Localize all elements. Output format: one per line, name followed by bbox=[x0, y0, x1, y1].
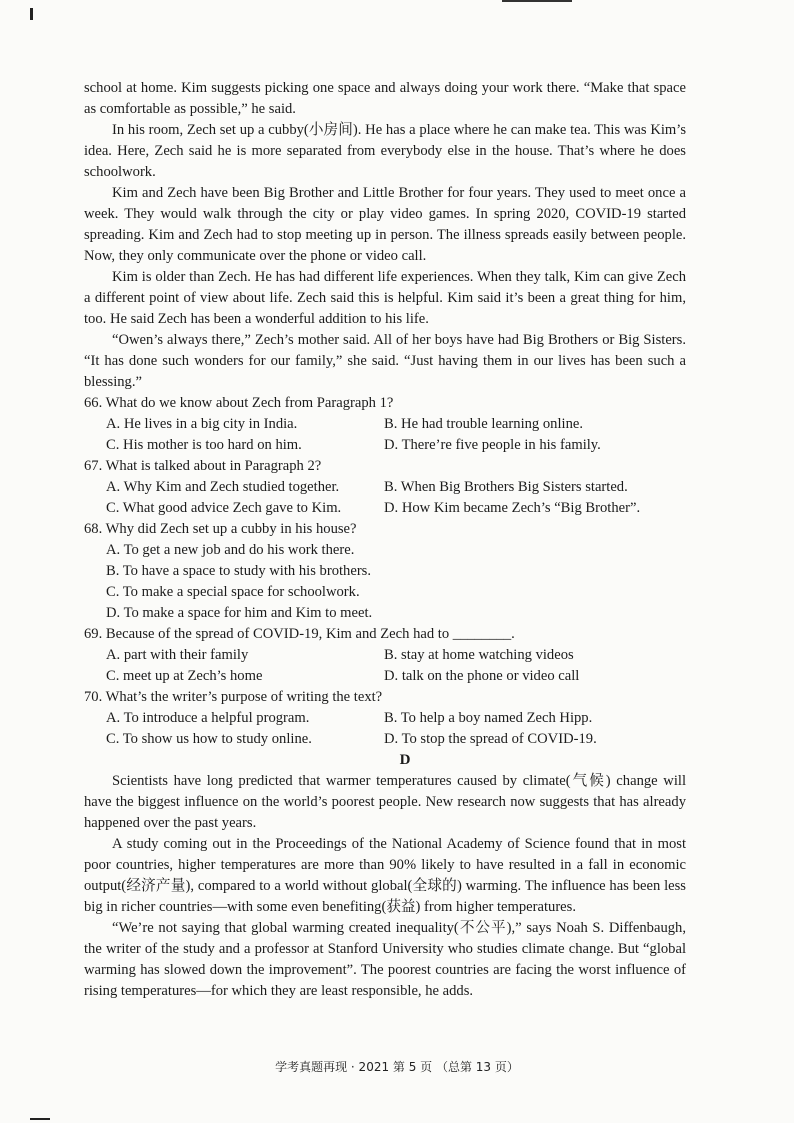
option-d: D. To make a space for him and Kim to meet. bbox=[106, 605, 373, 621]
option-a: A. To introduce a helpful program. bbox=[106, 710, 310, 726]
options bbox=[84, 645, 686, 687]
scan-mark bbox=[30, 8, 33, 20]
option-b: B. To have a space to study with his brothers. bbox=[106, 563, 372, 579]
exam-page bbox=[84, 78, 686, 1002]
option-b: B. stay at home watching videos bbox=[384, 647, 574, 663]
option-b: B. He had trouble learning online. bbox=[384, 416, 583, 432]
paragraph: Kim and Zech have been Big Brother and Little Brother for four years. They used to meet once a week. They would walk through the city or play video games. In spring 2020, COVID-19 started spreading. Kim and Zech had to stop meeting up in person. The illness spreads easily between people. Now, they only communicate over the phone or video call. bbox=[84, 185, 686, 264]
options bbox=[84, 540, 686, 624]
question-66 bbox=[84, 393, 686, 456]
question-stem: 66. What do we know about Zech from Paragraph 1? bbox=[84, 395, 394, 411]
question-stem: 69. Because of the spread of COVID-19, Kim and Zech had to ________. bbox=[84, 626, 515, 642]
question-69 bbox=[84, 624, 686, 687]
option-b: B. When Big Brothers Big Sisters started. bbox=[384, 479, 628, 495]
paragraph: “We’re not saying that global warming created inequality(不公平),” says Noah S. Diffenbaugh, the writer of the study and a professor at Stanford University who studies climate change. But “global warming has slowed down the improvement”. The poorest countries are facing the worst influence of rising temperatures—for which they are least responsible, he adds. bbox=[84, 920, 686, 999]
option-d: D. To stop the spread of COVID-19. bbox=[384, 731, 597, 747]
options bbox=[84, 708, 686, 750]
question-stem: 68. Why did Zech set up a cubby in his house? bbox=[84, 521, 357, 537]
option-a: A. part with their family bbox=[106, 647, 249, 663]
scan-mark bbox=[30, 1118, 50, 1120]
passage-c-continued bbox=[84, 78, 686, 393]
option-c: C. What good advice Zech gave to Kim. bbox=[106, 500, 342, 516]
option-c: C. His mother is too hard on him. bbox=[106, 437, 302, 453]
paragraph: A study coming out in the Proceedings of the National Academy of Science found that in most poor countries, higher temperatures are more than 90% likely to have resulted in a fall in economic output(经济产量), compared to a world without global(全球的) warming. The influence has been less big in richer countries—with some even benefiting(获益) from higher temperatures. bbox=[84, 836, 686, 915]
paragraph: “Owen’s always there,” Zech’s mother said. All of her boys have had Big Brothers or Big Sisters. “It has done such wonders for our family,” she said. “Just having them in our lives has been such a blessing.” bbox=[84, 332, 686, 390]
paragraph: In his room, Zech set up a cubby(小房间). He has a place where he can make tea. This was Kim’s idea. Here, Zech said he is more separated from everybody else in the house. That’s where he does schoolwork. bbox=[84, 122, 686, 180]
section-heading-d: D bbox=[399, 752, 411, 768]
option-d: D. There’re five people in his family. bbox=[384, 437, 601, 453]
question-70 bbox=[84, 687, 686, 750]
paragraph: Scientists have long predicted that warmer temperatures caused by climate(气候) change will have the biggest influence on the world’s poorest people. New research now suggests that has already happened over the past years. bbox=[84, 773, 686, 831]
option-a: A. He lives in a big city in India. bbox=[106, 416, 298, 432]
paragraph: Kim is older than Zech. He has had different life experiences. When they talk, Kim can give Zech a different point of view about life. Zech said this is helpful. Kim said it’s been a great thing for him, too. He said Zech has been a wonderful addition to his life. bbox=[84, 269, 686, 327]
option-b: B. To help a boy named Zech Hipp. bbox=[384, 710, 593, 726]
question-list bbox=[84, 393, 686, 750]
question-68 bbox=[84, 519, 686, 624]
page-footer: 学考真题再现 · 2021 第 5 页 （总第 13 页） bbox=[275, 1060, 519, 1074]
paragraph: school at home. Kim suggests picking one space and always doing your work there. “Make that space as comfortable as possible,” he said. bbox=[84, 80, 686, 117]
option-c: C. To show us how to study online. bbox=[106, 731, 312, 747]
question-stem: 67. What is talked about in Paragraph 2? bbox=[84, 458, 322, 474]
question-stem: 70. What’s the writer’s purpose of writing the text? bbox=[84, 689, 383, 705]
option-d: D. talk on the phone or video call bbox=[384, 668, 580, 684]
option-d: D. How Kim became Zech’s “Big Brother”. bbox=[384, 500, 641, 516]
top-rule bbox=[502, 0, 572, 2]
option-a: A. Why Kim and Zech studied together. bbox=[106, 479, 340, 495]
option-c: C. meet up at Zech’s home bbox=[106, 668, 263, 684]
options bbox=[84, 414, 686, 456]
options bbox=[84, 477, 686, 519]
option-a: A. To get a new job and do his work there. bbox=[106, 542, 355, 558]
passage-d bbox=[84, 771, 686, 1002]
question-67 bbox=[84, 456, 686, 519]
option-c: C. To make a special space for schoolwork. bbox=[106, 584, 360, 600]
